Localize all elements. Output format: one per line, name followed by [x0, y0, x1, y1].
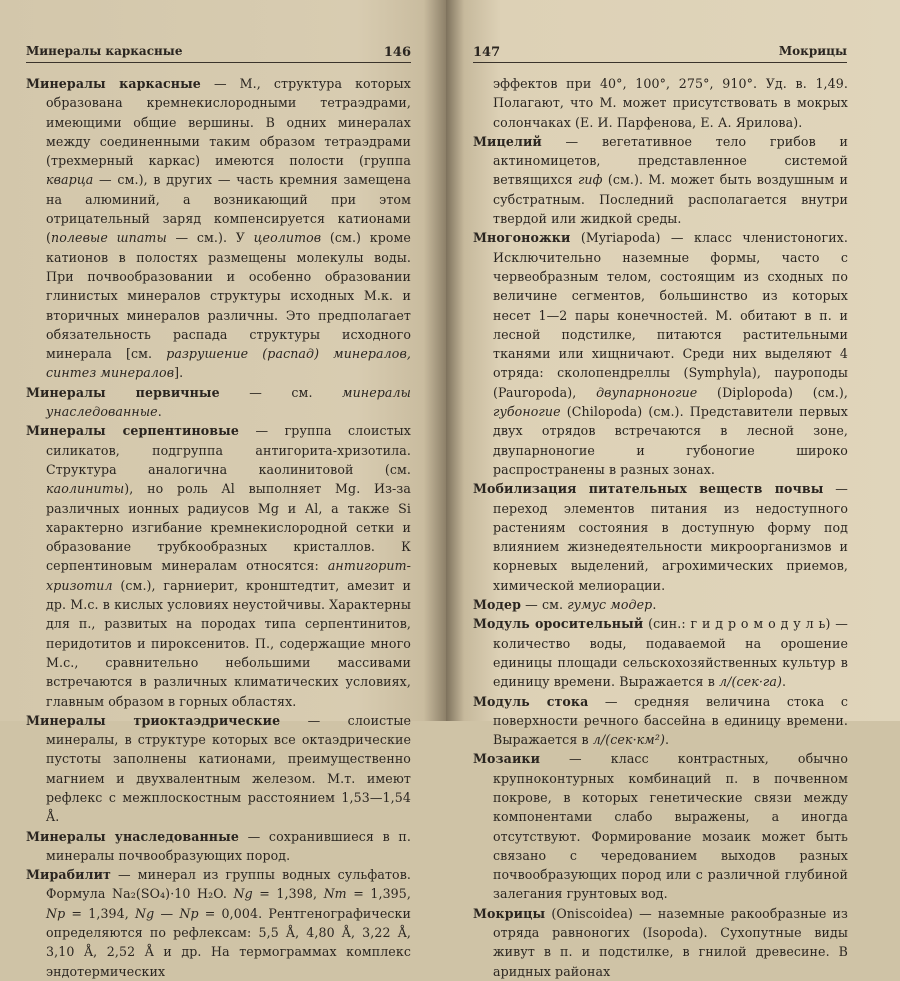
entry-text: = 1,394,	[65, 905, 136, 921]
entry-text: — группа слоистых силикатов, подгруппа антигорита-хризотила. Структура аналогична каолинитовой (см.	[46, 423, 411, 477]
cross-reference: цеолитов	[253, 230, 322, 246]
cross-reference: двупарноногие	[596, 384, 698, 400]
entry-text: — вегетативное тело грибов и актиномицетов, представленное системой ветвящихся	[493, 133, 848, 188]
running-head: Мокрицы	[778, 44, 847, 58]
entry-text: (см.) кроме катионов в полостях размещены молекулы воды. При почвообразовании и особенно образовании глинистых минералов структуры исходных М.к. и вторичных минералов различны. Это предполагает обязательность распада структуры исходного минерала [см.	[46, 230, 411, 362]
entry-text: — переход элементов питания из недоступного растениям состояния в доступную форму под влиянием жизнедеятельности микроорганизмов и корневых выделений, агрохимических приемов, химической мелиорации.	[493, 481, 848, 593]
entry-text: (см.). М. может быть воздушным и субстратным. Последний располагается внутри твердой или жидкой среды.	[493, 172, 848, 227]
entry-term: Модуль стока	[473, 693, 589, 709]
page-header	[473, 40, 847, 63]
cross-reference: губоногие	[493, 404, 561, 420]
cross-reference: Ng — Np	[135, 905, 199, 921]
dictionary-entry	[473, 749, 848, 903]
entry-text: ), но роль Al выполняет Mg. Из-за различных ионных радиусов Mg и Al, а также Si характерно изгибание кремнекислородной сетки и образование трубкообразных кристаллов. К серпентиновым минералам относятся:	[46, 481, 411, 574]
entry-term: Мирабилит	[26, 867, 111, 883]
entry-term: Мицелий	[473, 133, 542, 149]
dictionary-entry	[26, 711, 411, 827]
dictionary-entry	[473, 228, 848, 479]
entry-term: Мокрицы	[473, 905, 546, 921]
text-column	[26, 74, 411, 981]
left-page	[0, 0, 446, 979]
entry-text: = 0,004. Рентгенографически определяются по рефлексам: 5,5 Å, 4,80 Å, 3,22 Å, 3,10 Å, 2,52 Å и др. На термограммах комплекс эндотермических	[46, 905, 411, 979]
entry-term: Модер	[473, 597, 522, 613]
running-head: Минералы каркасные	[26, 44, 183, 58]
entry-term: Минералы первичные	[26, 384, 220, 400]
entry-term: Минералы каркасные	[26, 76, 201, 91]
entry-text: — см.). У	[166, 230, 254, 246]
entry-text: (Myriapoda) — класс членистоногих. Исключительно наземные формы, часто с червеобразным телом, состоящим из сходных по величине сегментов, большинство из которых несет 1—2 пары конечностей. М. обитают в п. и лесной подстилке, питаются растительными тканями или хищничают. Среди них выделяют 4 отряда: сколопендреллы (Symphyla), пауроподы (Pauropoda),	[493, 230, 848, 400]
entry-term: Минералы унаследованные	[26, 828, 239, 844]
entry-text: — минерал из группы водных сульфатов. Формула Na₂(SO₄)·10 H₂O.	[46, 867, 411, 902]
entry-text: = 1,395,	[346, 886, 412, 902]
cross-reference: кварца	[46, 172, 94, 188]
dictionary-entry	[473, 132, 848, 228]
dictionary-entry	[26, 74, 411, 383]
dictionary-entry	[473, 74, 848, 132]
dictionary-entry	[473, 614, 848, 691]
cross-reference: минералы унаследованные	[46, 384, 411, 420]
cross-reference: Np	[46, 905, 66, 921]
entry-text: — см.	[219, 384, 343, 400]
entry-text: (Diplopoda) (см.),	[697, 384, 848, 400]
text-column	[473, 74, 848, 981]
dictionary-entry	[26, 383, 411, 422]
entry-text: .	[652, 597, 657, 613]
entry-term: Мобилизация питательных веществ почвы	[473, 481, 824, 497]
dictionary-entry	[26, 827, 411, 866]
entry-text: — М., структура которых образована кремнекислородными тетраэдрами, имеющими общие вершины. В одних минералах между соединенными таким образом тетраэдрами (трехмерный каркас) имеются полости (группа	[46, 76, 411, 169]
entry-text: — слоистые минералы, в структуре которых все октаэдрические пустоты заполнены катионами, преимущественно магнием и двухвалентным железом. М.т. имеют рефлекс с межплоскостным расстоянием 1,53—1,54 Å.	[46, 712, 411, 825]
cross-reference: л/(сек·га)	[719, 674, 783, 690]
entry-term: Многоножки	[473, 230, 571, 246]
cross-reference: гумус модер	[567, 597, 653, 613]
entry-text: = 1,398,	[252, 886, 324, 902]
entry-text: эффектов при 40°, 100°, 275°, 910°. Уд. в. 1,49. Полагают, что М. может присутствовать в мокрых солончаках (Е. И. Парфенова, Е. А. Ярилова).	[493, 76, 848, 130]
entry-term: Мозаики	[473, 751, 541, 767]
entry-term: Модуль оросительный	[473, 616, 644, 632]
cross-reference: л/(сек·км²)	[592, 732, 665, 748]
entry-text: — сохранившиеся в п. минералы почвообразующих пород.	[46, 828, 411, 863]
entry-text: (Oniscoidea) — наземные ракообразные из отряда равноногих (Isopoda). Сухопутные виды живут в п. и подстилке, в гнилой древесине. В аридных районах	[493, 905, 848, 979]
dictionary-entry	[26, 865, 411, 981]
dictionary-entry	[26, 421, 411, 710]
dictionary-entry	[473, 904, 848, 981]
cross-reference: гиф	[577, 172, 603, 188]
entry-text: (Chilopoda) (см.). Представители первых двух отрядов встречаются в лесной зоне, двупарноногие и губоногие широко распространены в разных зонах.	[493, 404, 848, 477]
entry-text: — см.), в других — часть кремния замещена на алюминий, а возникающий при этом отрицательный заряд компенсируется катионами (	[46, 172, 411, 246]
cross-reference: Nm	[323, 886, 347, 902]
cross-reference: каолиниты	[46, 481, 125, 497]
entry-text: — класс контрастных, обычно крупноконтурных комбинаций п. в почвенном покрове, в которых генетические связи между компонентами слабо выражены, а иногда отсутствуют. Формирование мозаик может быть связано с чередованием выходов разных почвообразующих пород или с различной глубиной залегания грунтовых вод.	[493, 751, 848, 902]
entry-text: .	[665, 732, 670, 748]
cross-reference: Ng	[233, 886, 253, 902]
page-header	[26, 40, 411, 63]
entry-text: .	[782, 674, 787, 690]
entry-term: Минералы серпентиновые	[26, 423, 239, 439]
entry-term: Минералы триоктаэдрические	[26, 712, 281, 728]
dictionary-entry	[473, 692, 848, 750]
cross-reference: разрушение (распад) минералов, синтез минералов	[46, 346, 411, 381]
right-page	[446, 0, 900, 979]
dictionary-entry	[473, 479, 848, 595]
entry-text: (син.: г и д р о м о д у л ь) — количество воды, подаваемой на орошение единицы площади сельскохозяйственных культур в единицу времени. Выражается в	[493, 616, 848, 690]
page-number: 146	[383, 45, 411, 60]
entry-text: — средняя величина стока с поверхности речного бассейна в единицу времени. Выражается в	[493, 693, 848, 748]
dictionary-entry	[473, 595, 848, 614]
cross-reference: полевые шпаты	[51, 230, 167, 246]
entry-text: (см.), гарниерит, кронштедтит, амезит и др. М.с. в кислых условиях неустойчивы. Характерны для п., развитых на породах типа серпентинитов, перидотитов и пироксенитов. П., содержащие много М.с., сравнительно небольшими массивами встречаются в различных климатических условиях, главным образом в горных областях.	[46, 577, 411, 709]
entry-text: — см.	[521, 597, 568, 613]
page-number: 147	[473, 45, 501, 60]
cross-reference: антигорит-хризотил	[46, 558, 411, 593]
entry-text: ].	[174, 365, 184, 381]
entry-text: .	[157, 404, 162, 420]
